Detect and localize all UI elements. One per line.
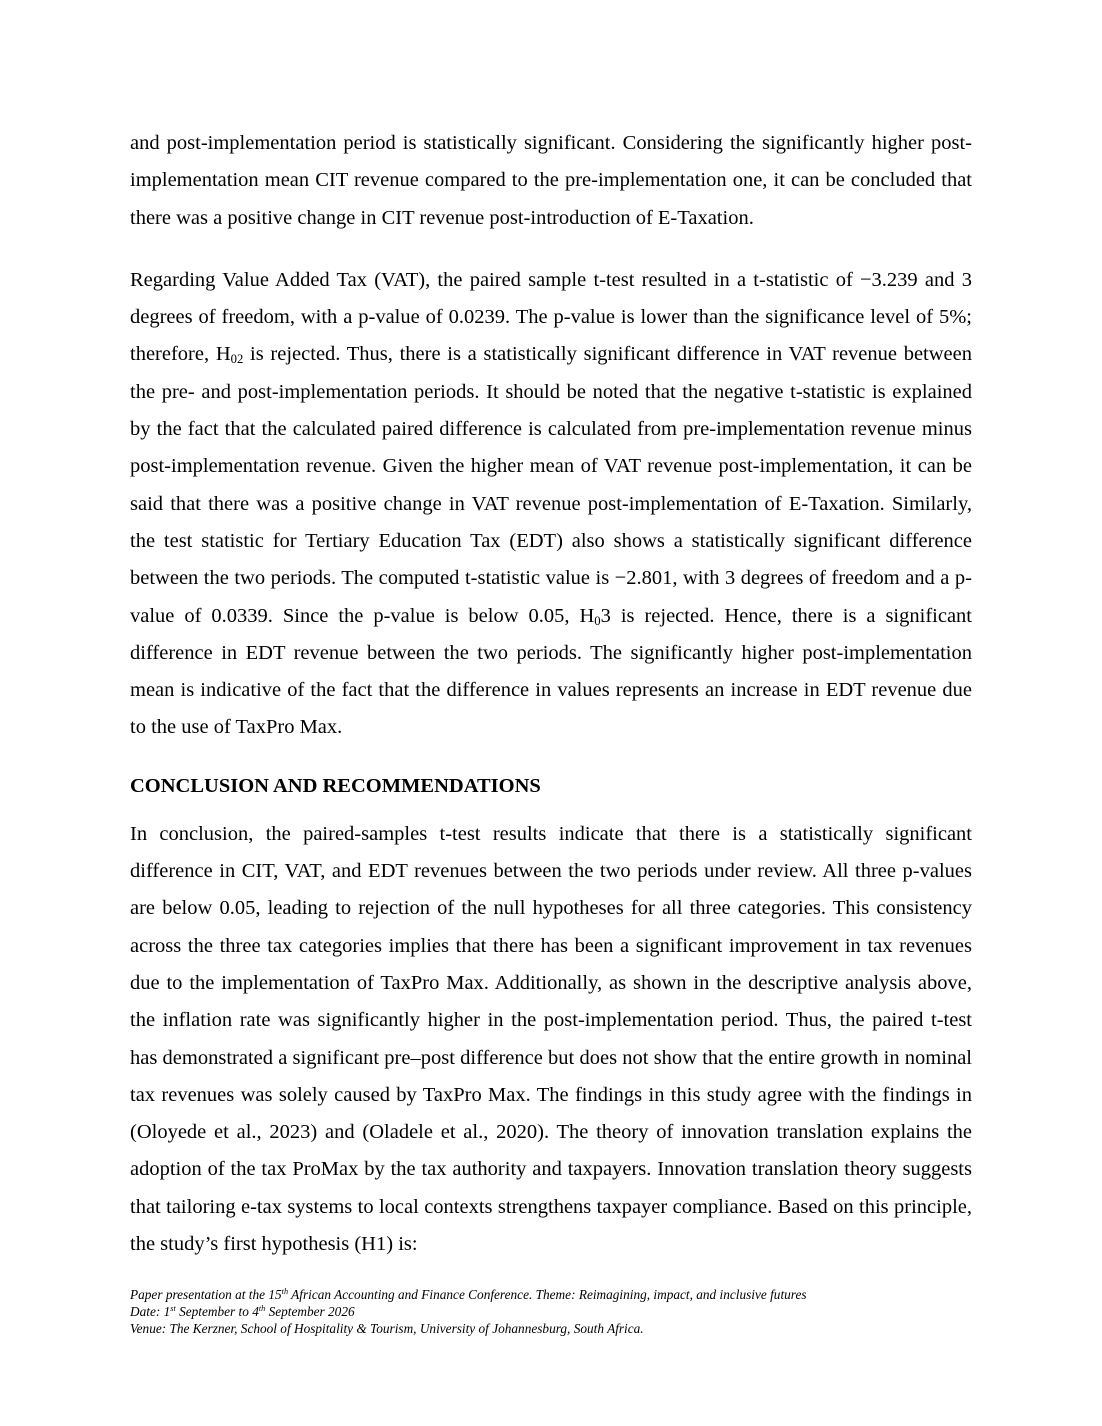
paragraph-text: 3 is rejected. Hence, there is a significant difference in EDT revenue between the two periods. The significantly higher post-implementation mean is indicative of the fact that the difference in values represents an increase in EDT revenue due to the use of TaxPro Max. — [130, 604, 972, 739]
section-heading: CONCLUSION AND RECOMMENDATIONS — [130, 774, 541, 797]
page-body — [130, 125, 972, 1263]
page-footer — [130, 1286, 972, 1337]
footer-text: African Accounting and Finance Conference. Theme: Reimagining, impact, and inclusive futures — [288, 1287, 807, 1302]
ordinal-superscript: st — [170, 1304, 176, 1314]
footer-date-line — [130, 1303, 972, 1320]
paragraph-text: is rejected. Thus, there is a statistically significant difference in VAT revenue between the pre- and post-implementation periods. It should be noted that the negative t-statistic is explained by the fact that the calculated paired difference is calculated from pre-implementation revenue minus post-implementation revenue. Given the higher mean of VAT revenue post-implementation, it can be said that there was a positive change in VAT revenue post-implementation of E-Taxation. Similarly, the test statistic for Tertiary Education Tax (EDT) also shows a statistically significant difference between the two periods. The computed t-statistic value is −2.801, with 3 degrees of freedom and a p-value of 0.0339. Since the p-value is below 0.05, H — [130, 343, 972, 627]
hypothesis-subscript: 02 — [230, 352, 244, 367]
footer-conference-line — [130, 1286, 972, 1303]
footer-text: September 2026 — [265, 1304, 355, 1319]
footer-venue-line: Venue: The Kerzner, School of Hospitality & Tourism, University of Johannesburg, South Africa. — [130, 1321, 644, 1336]
ordinal-superscript: th — [258, 1304, 266, 1314]
paragraph-text: Regarding Value Added Tax (VAT), the paired sample t-test resulted in a t-statistic of −3.239 and 3 degrees of freedom, with a p-value of 0.0239. The p-value is lower than the significance level of 5%; therefore, H — [130, 268, 972, 366]
paragraph-cit-conclusion: and post-implementation period is statistically significant. Considering the significantly higher post-implementation mean CIT revenue compared to the pre-implementation one, it can be concluded that there was a positive change in CIT revenue post-introduction of E-Taxation. — [130, 132, 972, 229]
paragraph-conclusion: In conclusion, the paired-samples t-test results indicate that there is a statistically significant difference in CIT, VAT, and EDT revenues between the two periods under review. All three p-values are below 0.05, leading to rejection of the null hypotheses for all three categories. This consistency across the three tax categories implies that there has been a significant improvement in tax revenues due to the implementation of TaxPro Max. Additionally, as shown in the descriptive analysis above, the inflation rate was significantly higher in the post-implementation period. Thus, the paired t-test has demonstrated a significant pre–post difference but does not show that the entire growth in nominal tax revenues was solely caused by TaxPro Max. The findings in this study agree with the findings in (Oloyede et al., 2023) and (Oladele et al., 2020). The theory of innovation translation explains the adoption of the tax ProMax by the tax authority and taxpayers. Innovation translation theory suggests that tailoring e-tax systems to local contexts strengthens taxpayer compliance. Based on this principle, the study’s first hypothesis (H1) is: — [130, 822, 972, 1256]
footer-text: September to 4 — [175, 1304, 259, 1319]
hypothesis-subscript: 0 — [594, 613, 601, 628]
footer-text: Paper presentation at the 15 — [130, 1287, 282, 1302]
ordinal-superscript: th — [281, 1287, 289, 1297]
paragraph-vat-edt-results — [130, 262, 972, 747]
footer-text: Date: 1 — [130, 1304, 171, 1319]
